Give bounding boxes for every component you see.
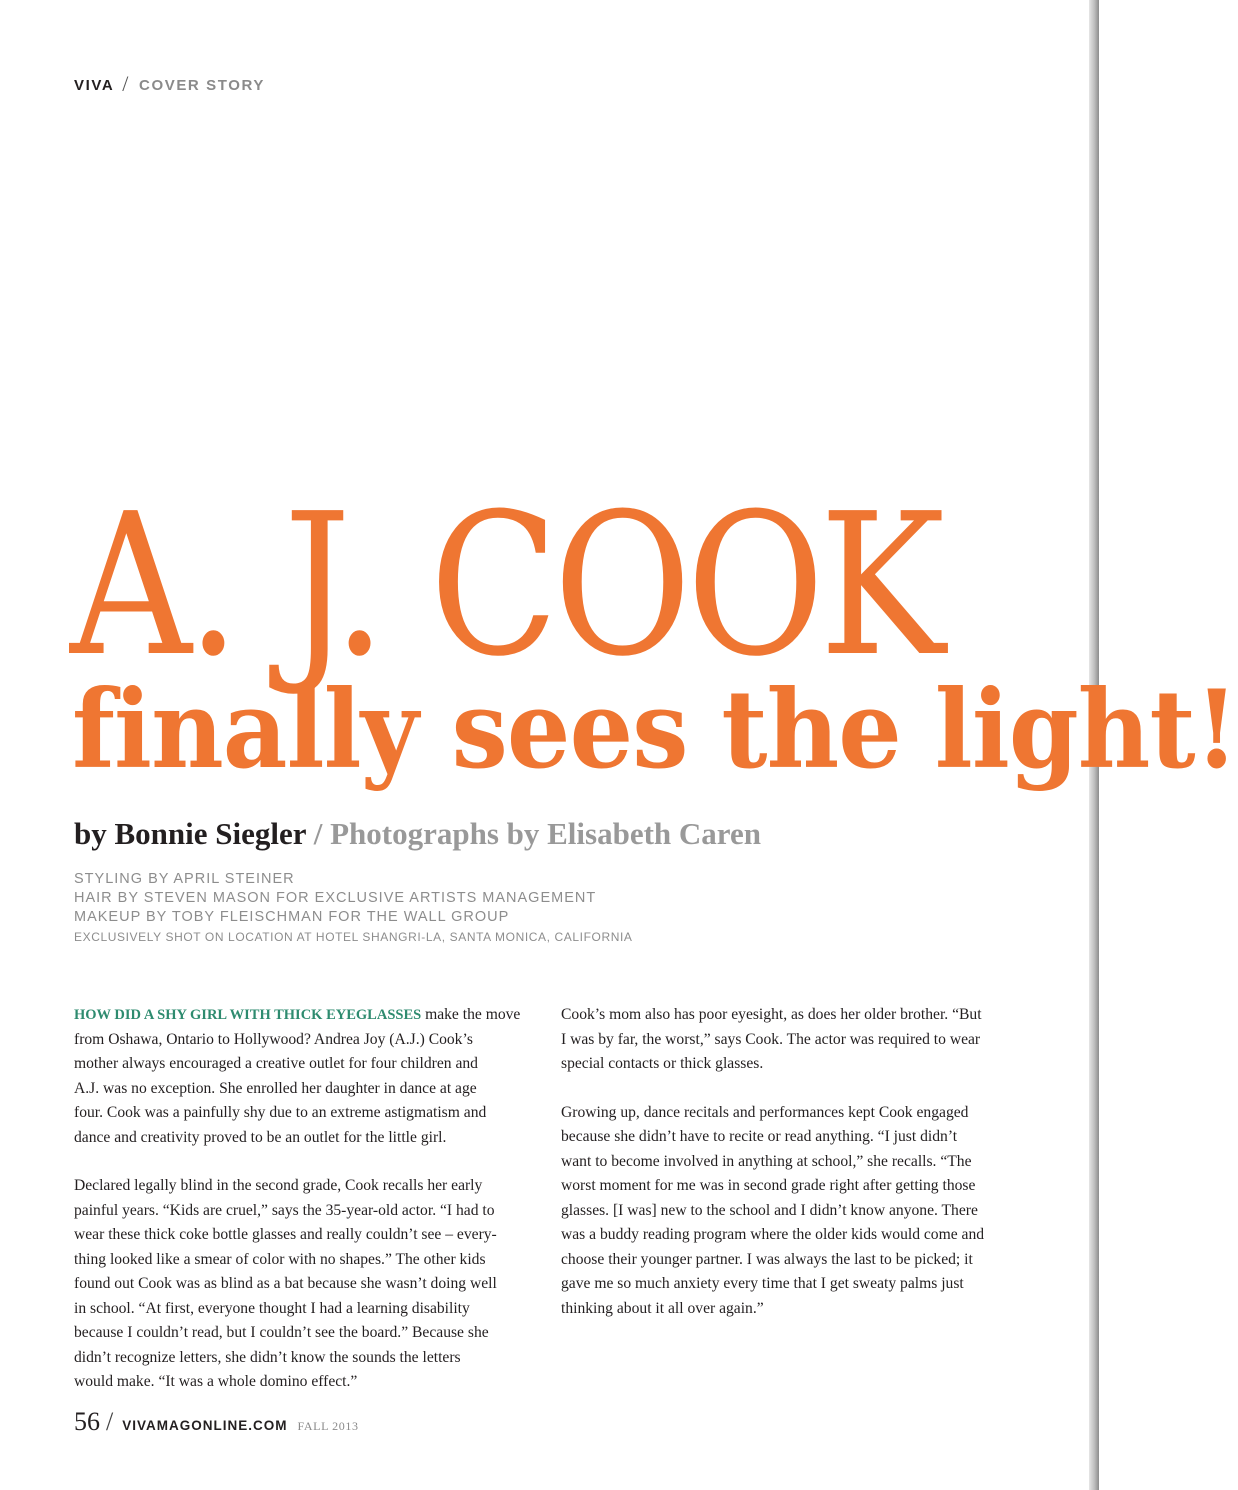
article-line: dance and creativity proved to be an outlet for the little girl. bbox=[74, 1128, 447, 1146]
article-line: didn’t recognize letters, she didn’t know the sounds the letters bbox=[74, 1348, 461, 1366]
article-line: Cook’s mom also has poor eyesight, as does her older brother. “But bbox=[561, 1006, 982, 1023]
article-paragraph bbox=[561, 1101, 1027, 1322]
article-line: four. Cook was a painfully shy due to an extreme astigmatism and bbox=[74, 1104, 487, 1121]
article-paragraph bbox=[74, 1003, 540, 1150]
article-line: because I couldn’t read, but I couldn’t see the board.” Because she bbox=[74, 1324, 489, 1341]
header-separator: / bbox=[122, 71, 131, 96]
section-header bbox=[74, 70, 265, 96]
article-line: wear these thick coke bottle glasses and really couldn’t see – every- bbox=[74, 1226, 497, 1243]
article-line: glasses. [I was] new to the school and I didn’t know anyone. There bbox=[561, 1201, 978, 1219]
magazine-name: VIVA bbox=[74, 77, 115, 94]
article-line: A.J. was no exception. She enrolled her daughter in dance at age bbox=[74, 1079, 477, 1097]
credit-location: EXCLUSIVELY SHOT ON LOCATION AT HOTEL SHANGRI-LA, SANTA MONICA, CALIFORNIA bbox=[74, 930, 633, 944]
headline-subtitle: finally sees the light! bbox=[72, 667, 1238, 793]
article-line: HOW DID A SHY GIRL WITH THICK EYEGLASSES make the move bbox=[74, 1006, 521, 1023]
issue-date: FALL 2013 bbox=[297, 1419, 359, 1433]
article-paragraph bbox=[74, 1174, 540, 1395]
article-column-left bbox=[74, 1003, 540, 1419]
article-line: would make. “It was a whole domino effect.” bbox=[74, 1373, 358, 1390]
article-line: mother always encouraged a creative outlet for four children and bbox=[74, 1055, 478, 1072]
article-line: special contacts or thick glasses. bbox=[561, 1055, 764, 1072]
article-line: because she didn’t have to recite or read anything. “I just didn’t bbox=[561, 1128, 958, 1145]
article-line: want to become involved in anything at school,” she recalls. “The bbox=[561, 1152, 972, 1170]
production-credits bbox=[74, 870, 633, 947]
headline-title: A. J. COOK bbox=[70, 472, 941, 700]
page-footer bbox=[74, 1407, 359, 1437]
article-line: thinking about it all over again.” bbox=[561, 1299, 764, 1317]
byline-photographer: / Photographs by Elisabeth Caren bbox=[305, 816, 761, 851]
credit-makeup: MAKEUP BY TOBY FLEISCHMAN FOR THE WALL GROUP bbox=[74, 909, 510, 925]
website-link[interactable]: VIVAMAGONLINE.COM bbox=[122, 1418, 288, 1433]
article-line: painful years. “Kids are cruel,” says the 35-year-old actor. “I had to bbox=[74, 1201, 495, 1219]
page-number: 56 bbox=[74, 1407, 100, 1436]
byline bbox=[74, 816, 761, 852]
credit-styling: STYLING BY APRIL STEINER bbox=[74, 871, 295, 887]
article-line: found out Cook was as blind as a bat because she wasn’t doing well bbox=[74, 1275, 497, 1292]
article-line: in school. “At first, everyone thought I had a learning disability bbox=[74, 1299, 470, 1317]
article-line: from Oshawa, Ontario to Hollywood? Andrea Joy (A.J.) Cook’s bbox=[74, 1030, 473, 1048]
credit-hair: HAIR BY STEVEN MASON FOR EXCLUSIVE ARTISTS MANAGEMENT bbox=[74, 890, 597, 906]
byline-author: by Bonnie Siegler bbox=[74, 816, 306, 851]
article-line: Declared legally blind in the second grade, Cook recalls her early bbox=[74, 1177, 483, 1194]
article-line: I was by far, the worst,” says Cook. The actor was required to wear bbox=[561, 1030, 981, 1048]
section-name: COVER STORY bbox=[139, 77, 265, 94]
article-line: worst moment for me was in second grade right after getting those bbox=[561, 1177, 976, 1194]
article-lead-in: HOW DID A SHY GIRL WITH THICK EYEGLASSES bbox=[74, 1007, 422, 1023]
article-line: thing looked like a smear of color with no shapes.” The other kids bbox=[74, 1250, 486, 1268]
article-line: choose their younger partner. I was always the last to be picked; it bbox=[561, 1250, 973, 1268]
article-line: was a buddy reading program where the older kids would come and bbox=[561, 1226, 985, 1243]
article-column-right bbox=[561, 1003, 1027, 1345]
article-line: gave me so much anxiety every time that I get sweaty palms just bbox=[561, 1275, 964, 1292]
article-line: Growing up, dance recitals and performances kept Cook engaged bbox=[561, 1103, 969, 1121]
article-paragraph bbox=[561, 1003, 1027, 1077]
footer-separator: / bbox=[106, 1407, 114, 1436]
